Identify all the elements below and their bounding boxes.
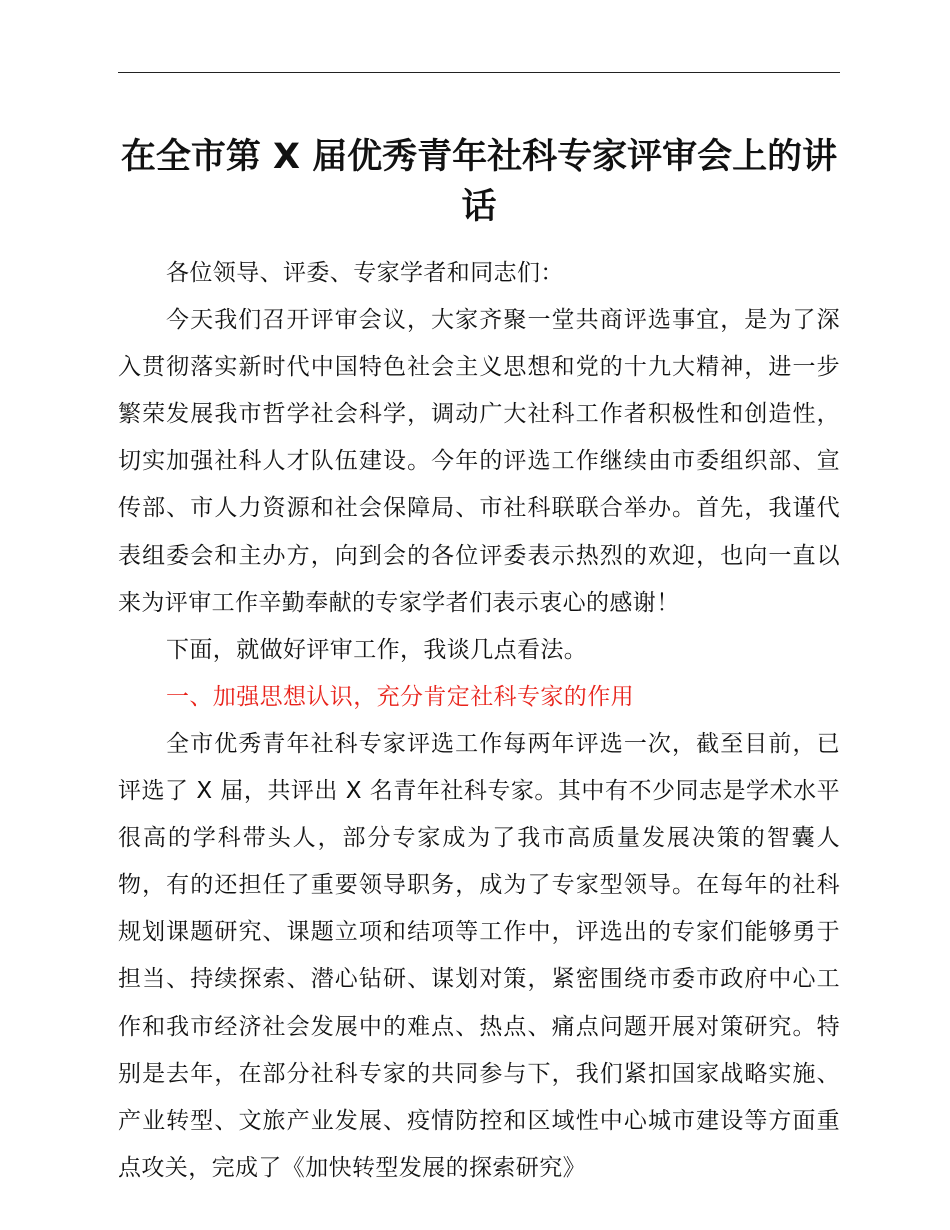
document-body: [118, 250, 840, 1192]
header-rule: [118, 72, 840, 73]
section-paragraph: 全市优秀青年社科专家评选工作每两年评选一次，截至目前，已评选了 X 届，共评出 X 名青年社科专家。其中有不少同志是学术水平很高的学科带头人，部分专家成为了我市高质量发展决策的智囊人物，有的还担任了重要领导职务，成为了专家型领导。在每年的社科规划课题研究、课题立项和结项等工作中，评选出的专家们能够勇于担当、持续探索、潜心钻研、谋划对策，紧密围绕市委市政府中心工作和我市经济社会发展中的难点、热点、痛点问题开展对策研究。特别是去年，在部分社科专家的共同参与下，我们紧扣国家战略实施、产业转型、文旅产业发展、疫情防控和区域性中心城市建设等方面重点攻关，完成了《加快转型发展的探索研究》: [118, 730, 840, 1181]
opening-paragraph: 今天我们召开评审会议，大家齐聚一堂共商评选事宜，是为了深入贯彻落实新时代中国特色社会主义思想和党的十九大精神，进一步繁荣发展我市哲学社会科学，调动广大社科工作者积极性和创造性，切实加强社科人才队伍建设。今年的评选工作继续由市委组织部、宣传部、市人力资源和社会保障局、市社科联联合举办。首先，我谨代表组委会和主办方，向到会的各位评委表示热烈的欢迎，也向一直以来为评审工作辛勤奉献的专家学者们表示衷心的感谢！: [118, 307, 840, 616]
document-title: 在全市第 X 届优秀青年社科专家评审会上的讲话: [120, 137, 838, 227]
section-heading: 一、加强思想认识，充分肯定社科专家的作用: [166, 683, 634, 710]
salutation-paragraph: 各位领导、评委、专家学者和同志们：: [166, 260, 564, 286]
transition-paragraph: 下面，就做好评审工作，我谈几点看法。: [166, 636, 588, 663]
